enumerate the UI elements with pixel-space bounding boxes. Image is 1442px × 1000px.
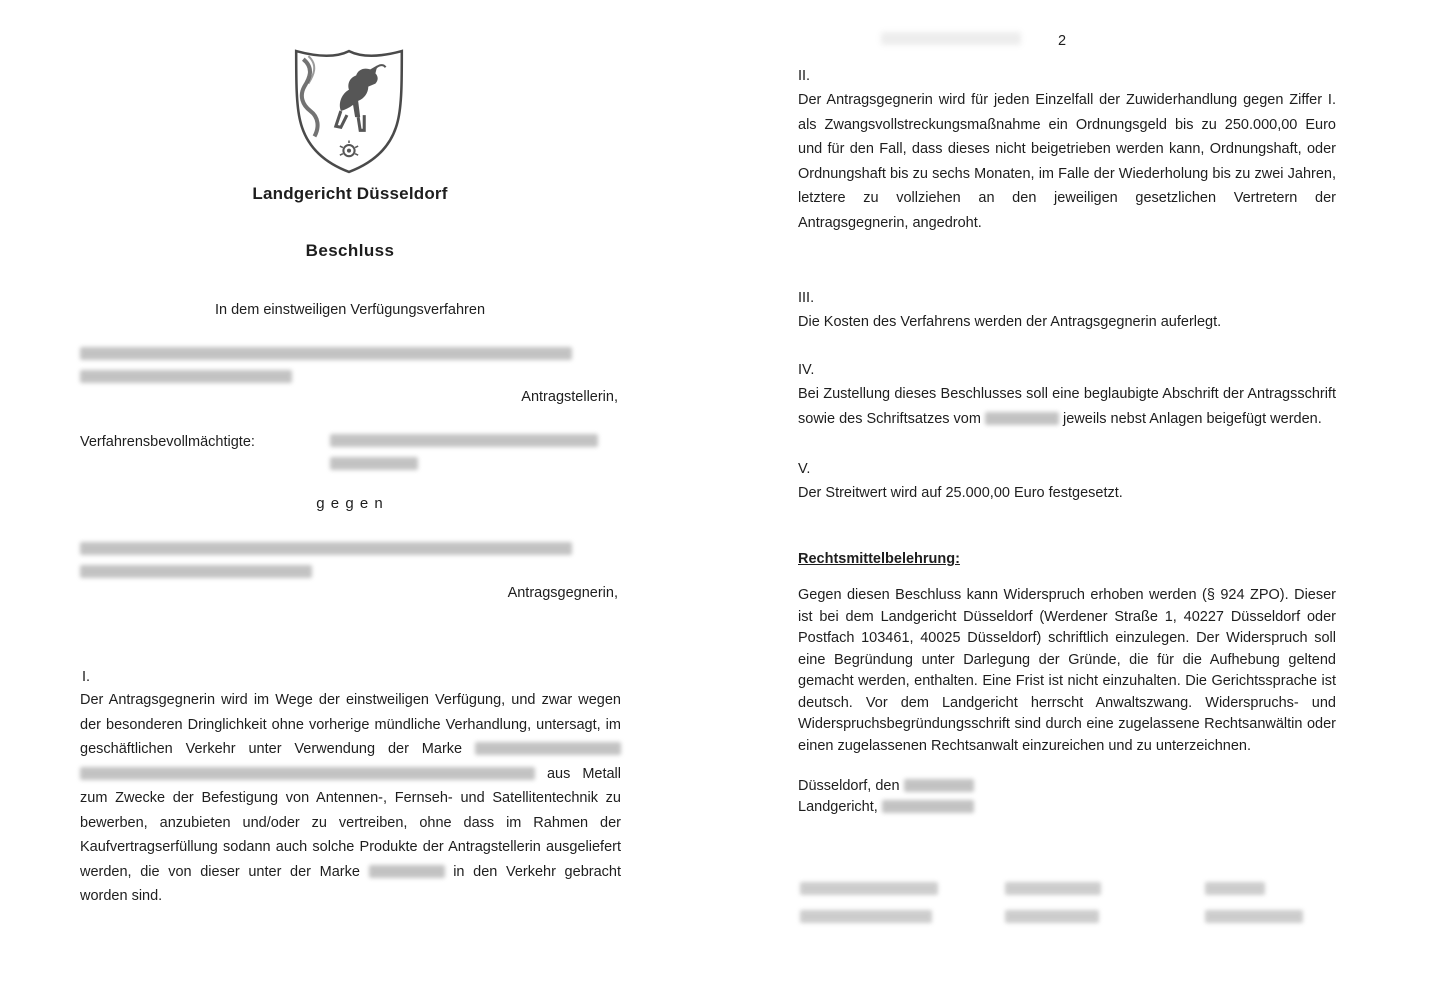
redaction-brief-date	[985, 412, 1059, 425]
redaction-decision-date	[904, 779, 974, 792]
redaction-representative-line-2	[330, 457, 418, 470]
redaction-judge-3-title	[1205, 910, 1303, 923]
section-4-text-part2: jeweils nebst Anlagen beigefügt werden.	[1063, 410, 1322, 427]
redaction-respondent-line-2	[80, 565, 312, 578]
respondent-role-label: Antragsgegnerin,	[507, 585, 618, 601]
redaction-judge-3-name	[1205, 882, 1265, 895]
section-1-text	[80, 688, 621, 909]
redaction-judge-1-title	[800, 910, 932, 923]
remedy-text: Gegen diesen Beschluss kann Widerspruch erhoben werden (§ 924 ZPO). Dieser ist bei dem Landgericht Düsseldorf (Werdener Straße 1, 40227 Düsseldorf oder Postfach 103461, 40025 Düsseldorf) schriftlich einzulegen. Der Widerspruch soll eine Begründung unter Darlegung der Gründe, die für die Aufhebung geltend gemacht werden, enthalten. Eine Frist ist nicht einzuhalten. Die Gerichtssprache ist deutsch. Vor dem Landgericht herrscht Anwaltszwang. Widerspruchs- und Widerspruchsbegründungsschrift sind durch eine zugelassene Rechtsanwältin oder einen zugelassenen Rechtsanwalt einzureichen und zu unterzeichnen.	[798, 587, 1336, 754]
section-5-text: Der Streitwert wird auf 25.000,00 Euro festgesetzt.	[798, 485, 1123, 501]
redaction-representative-line-1	[330, 434, 598, 447]
redaction-applicant-line-1	[80, 347, 572, 360]
redaction-respondent-line-1	[80, 542, 572, 555]
section-1-text-part3: in den Verkehr gebracht worden sind.	[80, 863, 621, 904]
section-1-label: I.	[82, 669, 91, 685]
representative-label: Verfahrensbevollmächtigte:	[80, 434, 255, 450]
redaction-goods-description	[80, 767, 535, 780]
redaction-chamber	[882, 800, 974, 813]
redaction-judge-2-name	[1005, 882, 1101, 895]
place-date-text: Düsseldorf, den	[798, 778, 900, 794]
section-4-label: IV.	[798, 362, 815, 378]
representative-redacted-block	[330, 434, 610, 480]
page-2	[721, 0, 1442, 1000]
court-name: Landgericht Düsseldorf	[252, 184, 448, 203]
document-title: Beschluss	[305, 241, 395, 260]
section-4-text	[798, 382, 1336, 431]
section-3-label: III.	[798, 290, 815, 306]
section-3-text: Die Kosten des Verfahrens werden der Antragsgegnerin auferlegt.	[798, 314, 1222, 330]
coat-of-arms-icon	[288, 46, 410, 176]
place-date-line	[798, 776, 1336, 796]
versus-label: g e g e n	[316, 495, 384, 512]
applicant-role-label: Antragstellerin,	[521, 389, 618, 405]
signature-block-1	[800, 880, 938, 936]
proceeding-intro: In dem einstweiligen Verfügungsverfahren	[214, 302, 486, 318]
redaction-header-artifact	[881, 32, 1021, 45]
section-5-label: V.	[798, 461, 811, 477]
page-number: 2	[1058, 33, 1067, 49]
court-signoff-line	[798, 797, 1336, 817]
remedy-heading: Rechtsmittelbelehrung:	[798, 551, 960, 567]
redaction-trademark-2	[369, 865, 445, 878]
signature-block-2	[1005, 880, 1101, 936]
redaction-trademark-1	[475, 742, 621, 755]
court-signoff-text: Landgericht,	[798, 799, 878, 815]
section-4-text-part1: Bei Zustellung dieses Beschlusses soll eine beglaubigte Abschrift der Antragsschrift sowie des Schriftsatzes vom	[798, 386, 1336, 427]
redaction-judge-2-title	[1005, 910, 1099, 923]
section-1-text-part2: aus Metall zum Zwecke der Befestigung von Antennen-, Fernseh- und Satellitentechnik zu bewerben, anzubieten und/oder zu vertreiben, ohne dass im Rahmen der Kaufvertragserfüllung sodann auch solche Produkte der Antragstellerin ausgeliefert werden, die von dieser unter der Marke	[80, 765, 621, 880]
section-1-text-part1: Der Antragsgegnerin wird im Wege der einstweiligen Verfügung, und zwar wegen der besonderen Dringlichkeit ohne vorherige mündliche Verhandlung, untersagt, im geschäftlichen Verkehr unter Verwendung der Marke	[80, 692, 621, 757]
section-2-label: II.	[798, 68, 811, 84]
section-2-text: Der Antragsgegnerin wird für jeden Einzelfall der Zuwiderhandlung gegen Ziffer I. als Zwangsvollstreckungsmaßnahme ein Ordnungsgeld bis zu 250.000,00 Euro und für den Fall, dass dieses nicht beigetrieben werden kann, Ordnungshaft, oder Ordnungshaft bis zu sechs Monaten, im Falle der Wiederholung bis zu zwei Jahren, letztere zu vollziehen an den jeweiligen gesetzlichen Vertretern der Antragsgegnerin, angedroht.	[798, 92, 1336, 231]
redaction-judge-1-name	[800, 882, 938, 895]
redaction-applicant-line-2	[80, 370, 292, 383]
signature-block-3	[1205, 880, 1303, 936]
